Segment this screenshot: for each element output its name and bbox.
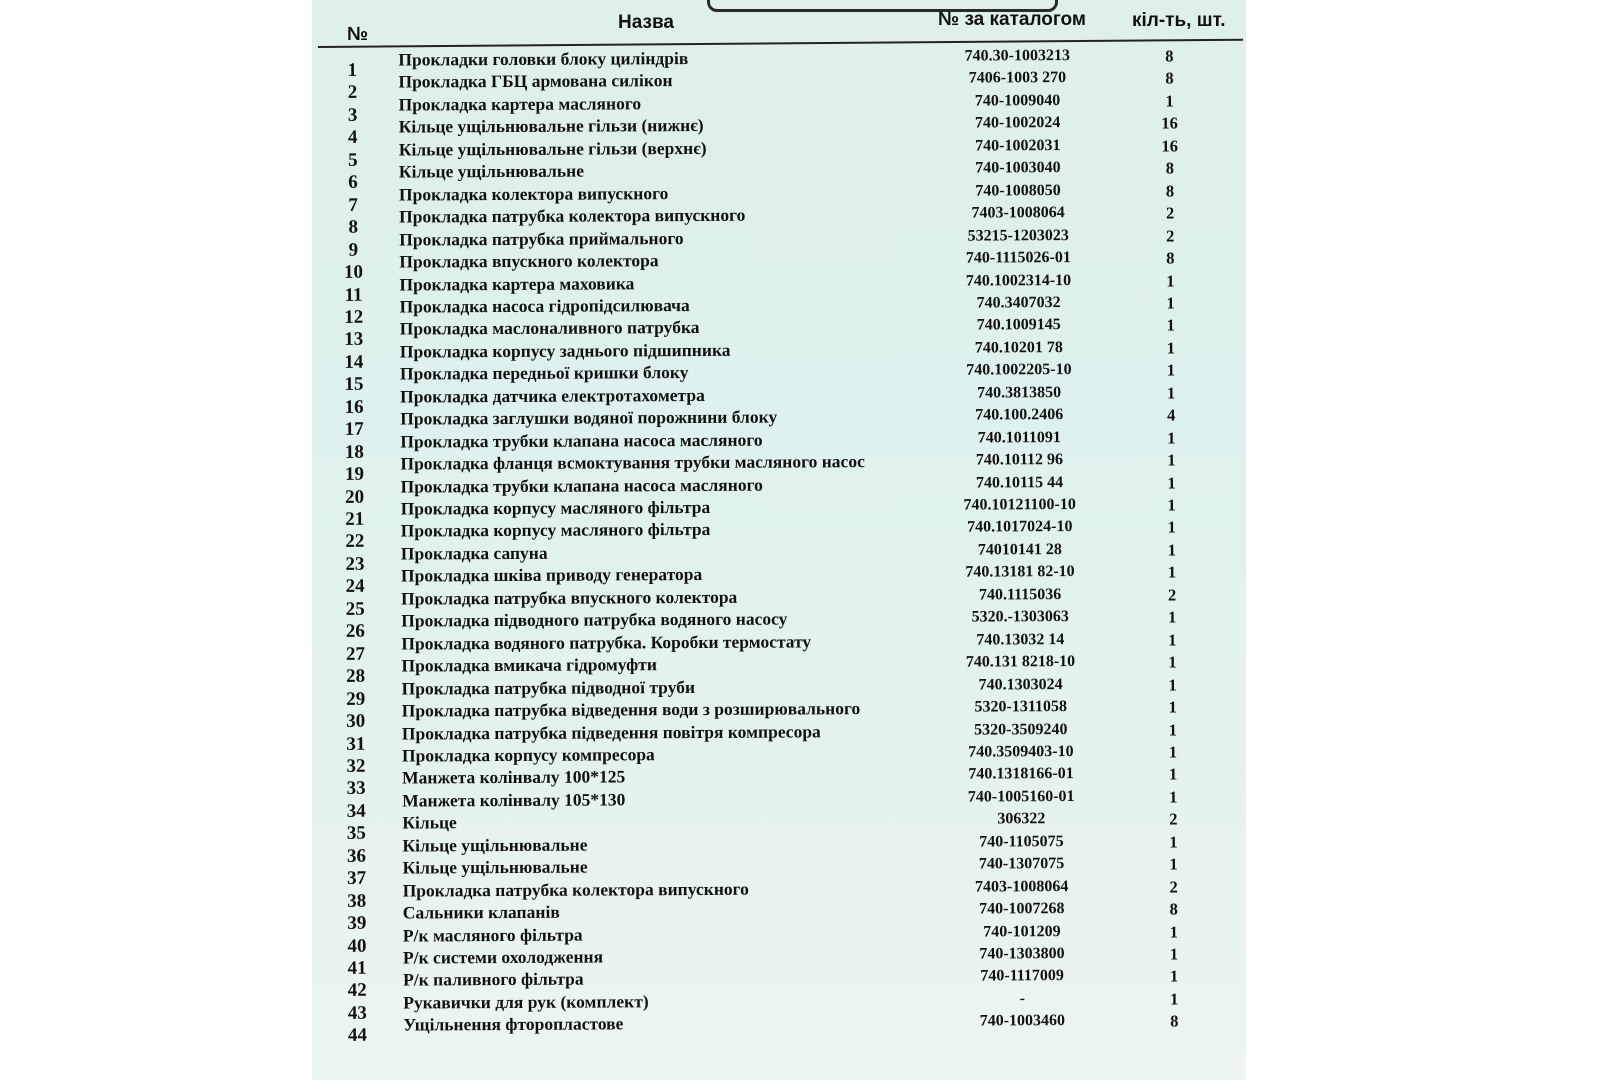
quantity: 1 <box>1167 495 1176 515</box>
row-number: 19 <box>344 463 365 485</box>
quantity: 1 <box>1170 989 1179 1009</box>
part-name: Манжета колінвалу 105*130 <box>402 789 626 811</box>
catalog-number: 7403-1008064 <box>974 877 1069 896</box>
catalog-number: 7406-1003 270 <box>968 69 1067 87</box>
row-number: 6 <box>348 172 358 194</box>
row-number: 37 <box>347 867 367 890</box>
row-number: 38 <box>347 890 367 912</box>
header-number: № <box>347 24 369 45</box>
catalog-number: 740-1007268 <box>979 900 1065 918</box>
part-name: Прокладка патрубка колектора випускного <box>399 204 746 227</box>
row-number: 13 <box>344 329 364 351</box>
catalog-number: 740.1115036 <box>978 585 1062 604</box>
quantity: 1 <box>1168 742 1178 762</box>
catalog-number: 740.1009145 <box>976 316 1061 334</box>
part-name: Прокладка ГБЦ армована силікон <box>398 70 673 92</box>
catalog-number: 740.1011091 <box>977 428 1061 447</box>
catalog-number: 740.3509403-10 <box>968 742 1074 761</box>
part-name: Ущільнення фторопластове <box>403 1013 624 1035</box>
quantity: 1 <box>1168 675 1177 695</box>
quantity: 1 <box>1169 922 1179 942</box>
row-number: 43 <box>347 1002 367 1024</box>
row-number: 29 <box>346 688 366 710</box>
quantity: 2 <box>1169 809 1178 829</box>
quantity: 1 <box>1166 270 1175 291</box>
catalog-number: 740.10201 78 <box>974 338 1063 357</box>
quantity: 1 <box>1166 315 1175 335</box>
quantity: 1 <box>1168 764 1178 784</box>
catalog-number: 740-1307075 <box>978 855 1065 873</box>
catalog-number: 740.10115 44 <box>975 473 1064 492</box>
part-name: Р/к паливного фільтра <box>403 969 584 990</box>
row-number: 36 <box>346 845 367 867</box>
part-name: Кільце ущільнювальне <box>402 856 588 878</box>
row-number: 3 <box>347 104 358 126</box>
quantity: 8 <box>1166 248 1175 268</box>
catalog-number: 740-1005160-01 <box>967 787 1075 806</box>
row-number: 8 <box>348 216 358 238</box>
catalog-number: 74010141 28 <box>977 540 1062 559</box>
catalog-number: 740-1303800 <box>979 945 1065 963</box>
part-name: Кільце ущільнювальне гільзи (верхнє) <box>398 137 707 160</box>
quantity: 1 <box>1167 562 1177 582</box>
row-number: 24 <box>345 576 365 598</box>
row-number: 30 <box>346 710 366 732</box>
part-name: Кільце <box>402 812 457 833</box>
catalog-number: 740-101209 <box>983 922 1061 941</box>
quantity: 1 <box>1168 607 1177 627</box>
part-name: Прокладка трубки клапана насоса масляного <box>400 429 763 452</box>
part-name: Прокладка корпусу масляного фільтра <box>400 496 711 519</box>
part-name: Манжета колінвалу 100*125 <box>402 766 626 788</box>
catalog-number: 740.1002314-10 <box>965 271 1072 290</box>
row-number: 39 <box>347 912 367 934</box>
part-name: Прокладка патрубка колектора випускного <box>402 878 749 901</box>
part-name: Прокладка маслоналивного патрубка <box>399 317 700 339</box>
quantity: 1 <box>1169 966 1179 986</box>
quantity: 1 <box>1167 540 1177 560</box>
catalog-number: 740.1318166-01 <box>968 765 1074 783</box>
quantity: 1 <box>1169 787 1178 807</box>
quantity: 1 <box>1166 360 1176 380</box>
quantity: 4 <box>1167 405 1176 425</box>
catalog-number: 306322 <box>997 810 1046 828</box>
part-name: Прокладка водяного патрубка. Коробки термостату <box>401 631 812 654</box>
quantity: 1 <box>1167 450 1176 470</box>
catalog-number: 53215-1203023 <box>967 226 1069 245</box>
quantity: 1 <box>1167 473 1176 493</box>
quantity: 8 <box>1165 46 1174 66</box>
part-name: Прокладка вмикача гідромуфти <box>401 654 657 676</box>
quantity: 1 <box>1166 293 1175 313</box>
catalog-number: 740-1105075 <box>979 832 1064 851</box>
row-number: 41 <box>347 957 367 979</box>
quantity: 1 <box>1168 630 1177 650</box>
part-name: Прокладка сапуна <box>400 542 548 564</box>
part-name: Прокладка корпусу масляного фільтра <box>400 519 711 541</box>
part-name: Прокладка колектора випускного <box>398 182 669 205</box>
row-number: 34 <box>346 800 366 822</box>
part-name: Прокладка заглушки водяної порожнини блоку <box>400 406 778 429</box>
row-number: 4 <box>347 127 358 149</box>
catalog-number: 740-1003460 <box>979 1012 1066 1030</box>
part-name: Прокладка трубки клапана насоса масляного <box>400 474 763 497</box>
part-name: Р/к масляного фільтра <box>402 924 583 946</box>
part-name: Прокладка підводного патрубка водяного насосу <box>401 608 788 631</box>
quantity: 1 <box>1168 719 1178 740</box>
catalog-number: 740.10112 96 <box>975 451 1064 469</box>
catalog-number: 5320-1311058 <box>974 698 1067 716</box>
part-name: Прокладка впускного колектора <box>399 250 659 272</box>
quantity: 1 <box>1165 91 1174 111</box>
part-name: Прокладка шківа приводу генератора <box>400 564 703 586</box>
row-number: 35 <box>346 823 366 845</box>
quantity: 2 <box>1165 203 1175 223</box>
catalog-number: 740.30-1003213 <box>964 47 1071 65</box>
table-row <box>317 1010 1246 1047</box>
row-number: 21 <box>345 508 365 530</box>
row-number: 33 <box>346 778 366 800</box>
row-number: 26 <box>345 620 365 643</box>
part-name: Прокладка патрубка приймального <box>399 227 684 250</box>
row-number: 12 <box>344 306 364 328</box>
part-name: Прокладка корпусу компресора <box>401 744 655 766</box>
part-name: Сальники клапанів <box>402 901 560 923</box>
part-name: Прокладки головки блоку циліндрів <box>398 48 689 70</box>
quantity: 1 <box>1167 517 1176 537</box>
quantity: 1 <box>1167 428 1176 448</box>
catalog-number: 740-1009040 <box>974 91 1061 110</box>
catalog-number: 740.10121100-10 <box>963 496 1076 514</box>
row-number: 20 <box>345 486 365 508</box>
row-number: 15 <box>344 374 364 396</box>
row-number: 23 <box>345 553 365 575</box>
catalog-number: 740.100.2406 <box>975 406 1064 424</box>
part-name: Прокладка датчика електротахометра <box>400 384 705 407</box>
quantity: 8 <box>1169 899 1178 919</box>
part-name: Прокладка патрубка відведення води з розширювального <box>401 698 861 721</box>
row-number: 14 <box>344 351 364 373</box>
parts-list-sheet <box>312 0 1246 1080</box>
part-name: Р/к системи охолодження <box>402 946 604 968</box>
quantity: 2 <box>1166 226 1175 246</box>
quantity: 8 <box>1165 68 1174 88</box>
row-number: 27 <box>345 643 365 665</box>
row-number: 32 <box>346 755 366 777</box>
row-number: 2 <box>347 82 358 104</box>
part-name: Прокладка передньої кришки блоку <box>399 362 689 384</box>
parts-table <box>312 0 1246 1080</box>
part-name: Кільце ущільнювальне гільзи (нижнє) <box>398 115 704 137</box>
quantity: 1 <box>1169 944 1179 964</box>
row-number: 9 <box>348 239 359 261</box>
quantity: 1 <box>1166 383 1176 403</box>
quantity: 2 <box>1167 585 1177 605</box>
catalog-number: 740.3407032 <box>976 294 1061 312</box>
part-name: Кільце ущільнювальне <box>402 834 588 856</box>
catalog-number: - <box>1019 990 1025 1008</box>
catalog-number: 740.1303024 <box>978 675 1063 694</box>
quantity: 1 <box>1169 832 1178 852</box>
part-name: Прокладка корпусу заднього підшипника <box>399 339 731 362</box>
catalog-number: 740-1002031 <box>975 136 1061 155</box>
row-number: 7 <box>348 194 358 216</box>
part-name: Прокладка патрубка підведення повітря компресора <box>401 720 821 744</box>
quantity: 8 <box>1170 1011 1179 1031</box>
catalog-number: 740-1117009 <box>980 967 1064 985</box>
quantity: 1 <box>1168 697 1177 717</box>
catalog-number: 7403-1008064 <box>971 204 1065 222</box>
catalog-number: 740-1002024 <box>974 114 1061 132</box>
catalog-number: 740-1003040 <box>975 159 1061 177</box>
part-name: Прокладка патрубка впускного колектора <box>401 586 738 609</box>
catalog-number: 740.1017024-10 <box>967 518 1073 537</box>
catalog-number: 5320-3509240 <box>974 720 1068 739</box>
part-name: Кільце ущільнювальне <box>398 160 584 182</box>
row-number: 25 <box>345 598 365 620</box>
row-number: 5 <box>348 149 358 171</box>
part-name: Рукавички для рук (комплект) <box>403 991 649 1013</box>
row-number: 16 <box>344 396 364 418</box>
quantity: 2 <box>1169 877 1178 897</box>
catalog-number: 740.13181 82-10 <box>965 563 1075 581</box>
row-number: 1 <box>347 59 358 81</box>
row-number: 22 <box>345 531 365 553</box>
header-catalog: № за каталогом <box>938 9 1086 30</box>
catalog-number: 5320.-1303063 <box>971 608 1069 626</box>
header-quantity: кіл-ть, шт. <box>1132 10 1226 31</box>
part-name: Прокладка фланця всмоктування трубки масляного насос <box>400 451 865 474</box>
catalog-number: 740-1115026-01 <box>965 249 1071 267</box>
quantity: 1 <box>1166 338 1176 358</box>
part-name: Прокладка насоса гідропідсилювача <box>399 294 690 317</box>
part-name: Прокладка картера маховика <box>399 272 635 295</box>
quantity: 16 <box>1161 136 1179 156</box>
row-number: 17 <box>344 418 364 441</box>
header-name: Назва <box>618 12 674 33</box>
row-number: 10 <box>343 261 363 283</box>
quantity: 8 <box>1165 181 1175 201</box>
part-name: Прокладка картера масляного <box>398 93 642 115</box>
row-number: 44 <box>347 1025 367 1047</box>
catalog-number: 740.13032 14 <box>976 630 1065 649</box>
row-number: 28 <box>345 665 366 687</box>
row-number: 18 <box>344 441 364 463</box>
catalog-number: 740.131 8218-10 <box>965 653 1076 671</box>
row-number: 40 <box>347 935 367 957</box>
catalog-number: 740.3813850 <box>977 383 1062 402</box>
part-name: Прокладка патрубка підводної труби <box>401 676 696 699</box>
row-number: 31 <box>346 733 366 755</box>
quantity: 8 <box>1165 158 1175 178</box>
quantity: 1 <box>1169 854 1178 874</box>
quantity: 16 <box>1161 113 1178 133</box>
row-number: 11 <box>344 284 363 306</box>
quantity: 1 <box>1168 652 1177 672</box>
catalog-number: 740.1002205-10 <box>966 361 1072 379</box>
row-number: 42 <box>347 980 367 1002</box>
catalog-number: 740-1008050 <box>975 181 1061 200</box>
